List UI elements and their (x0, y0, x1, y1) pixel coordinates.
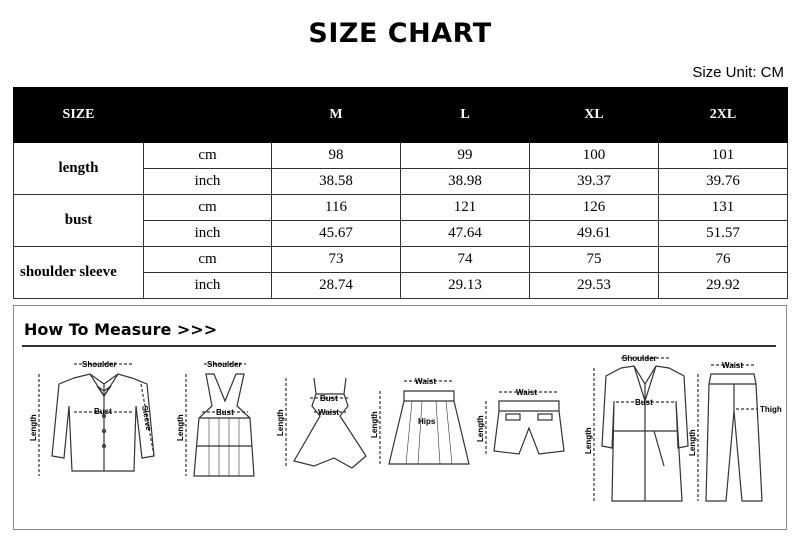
skirt-figure (370, 377, 469, 464)
table-cell: 39.37 (530, 169, 659, 195)
unit-cell: cm (144, 247, 272, 273)
label-length: Length (176, 414, 185, 441)
label-length: Length (370, 411, 379, 438)
label-waist: Waist (516, 388, 538, 397)
table-cell: 98 (272, 143, 401, 169)
label-hips: Hips (418, 417, 436, 426)
label-shoulder: Shoulder (82, 360, 117, 369)
table-cell: 49.61 (530, 221, 659, 247)
label-waist: Waist (415, 377, 437, 386)
unit-cell: inch (144, 221, 272, 247)
table-cell: 75 (530, 247, 659, 273)
row-label-length: length (14, 143, 144, 195)
table-cell: 29.92 (659, 273, 788, 299)
header-m: M (272, 88, 401, 143)
label-waist: Waist (318, 408, 340, 417)
table-cell: 45.67 (272, 221, 401, 247)
label-length: Length (688, 429, 697, 456)
label-length: Length (584, 427, 593, 454)
table-cell: 47.64 (401, 221, 530, 247)
table-cell: 29.13 (401, 273, 530, 299)
table-cell: 116 (272, 195, 401, 221)
label-waist: Waist (722, 361, 744, 370)
header-2xl: 2XL (659, 88, 788, 143)
label-sleeve: Sleeve (140, 404, 154, 432)
label-length: Length (29, 414, 38, 441)
table-cell: 131 (659, 195, 788, 221)
table-cell: 51.57 (659, 221, 788, 247)
table-cell: 38.58 (272, 169, 401, 195)
shorts-figure (476, 388, 564, 454)
table-cell: 29.53 (530, 273, 659, 299)
label-thigh: Thigh (760, 405, 782, 414)
label-shoulder: Shoulder (207, 360, 242, 369)
tank-top-figure (176, 360, 254, 476)
table-header-row (14, 88, 788, 143)
table-cell: 100 (530, 143, 659, 169)
table-row (14, 143, 788, 169)
unit-cell: cm (144, 195, 272, 221)
table-cell: 28.74 (272, 273, 401, 299)
table-cell: 76 (659, 247, 788, 273)
table-cell: 101 (659, 143, 788, 169)
table-cell: 126 (530, 195, 659, 221)
label-bust: Bust (94, 407, 112, 416)
trench-coat-figure (584, 354, 688, 501)
table-cell: 39.76 (659, 169, 788, 195)
table-row (14, 195, 788, 221)
strap-dress-figure (276, 378, 366, 468)
header-spacer (144, 88, 272, 143)
label-length: Length (476, 415, 485, 442)
label-bust: Bust (216, 408, 234, 417)
label-bust: Bust (635, 398, 653, 407)
label-bust: Bust (320, 394, 338, 403)
table-cell: 38.98 (401, 169, 530, 195)
size-unit-note: Size Unit: CM (692, 64, 784, 81)
table-cell: 74 (401, 247, 530, 273)
page-title: SIZE CHART (308, 18, 492, 49)
unit-cell: inch (144, 273, 272, 299)
header-l: L (401, 88, 530, 143)
size-table (13, 87, 788, 299)
how-to-measure-title: How To Measure >>> (24, 320, 218, 339)
header-xl: XL (530, 88, 659, 143)
row-label-shoulder-sleeve: shoulder sleeve (14, 247, 144, 299)
table-cell: 73 (272, 247, 401, 273)
unit-cell: cm (144, 143, 272, 169)
garment-illustrations (14, 306, 786, 529)
table-row (14, 247, 788, 273)
row-label-bust: bust (14, 195, 144, 247)
label-shoulder: Shoulder (622, 354, 657, 363)
table-cell: 99 (401, 143, 530, 169)
blouse-figure (29, 360, 154, 476)
table-cell: 121 (401, 195, 530, 221)
pants-figure (688, 361, 782, 501)
header-size: SIZE (14, 88, 144, 143)
how-to-measure-panel (13, 305, 787, 530)
unit-cell: inch (144, 169, 272, 195)
label-length: Length (276, 409, 285, 436)
